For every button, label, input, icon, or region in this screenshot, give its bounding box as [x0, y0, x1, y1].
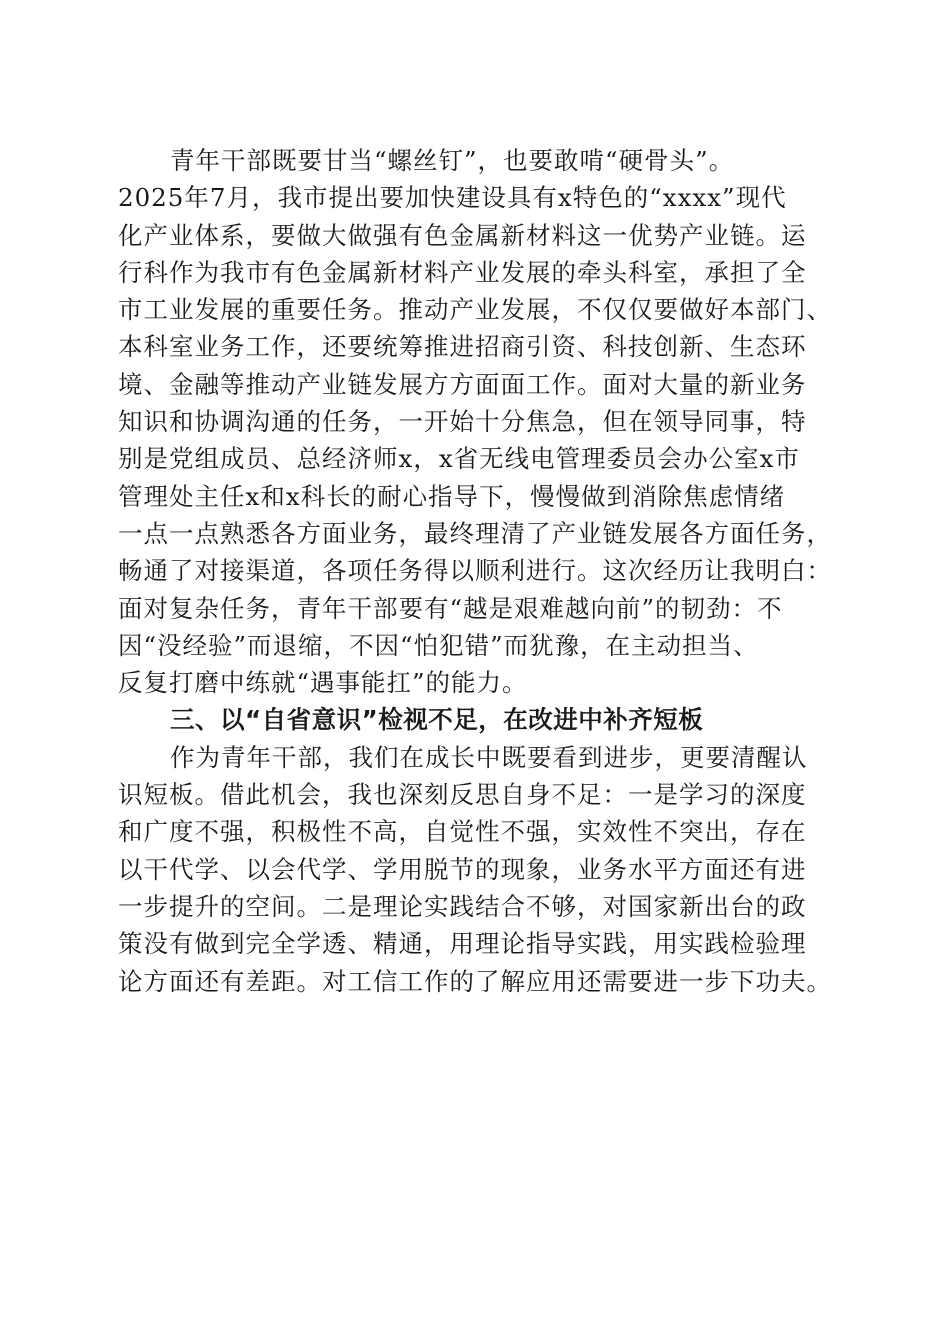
section-heading — [118, 701, 858, 738]
paragraph-youth-cadre-experience — [118, 142, 858, 701]
text-line: 管理处主任x和x科长的耐心指导下，慢慢做到消除焦虑情绪 — [118, 481, 786, 511]
text-line: 反复打磨中练就“遇事能扛”的能力。 — [118, 668, 528, 698]
text-line: 本科室业务工作，还要统筹推进招商引资、科技创新、生态环 — [118, 332, 807, 362]
text-line: 以干代学、以会代学、学用脱节的现象，业务水平方面还有进 — [118, 854, 807, 884]
text-line: 一点一点熟悉各方面业务，最终理清了产业链发展各方面任务， — [118, 518, 832, 548]
section-heading-text: 三、以“自省意识”检视不足，在改进中补齐短板 — [170, 705, 704, 735]
text-line: 一步提升的空间。二是理论实践结合不够，对国家新出台的政 — [118, 891, 807, 921]
text-line: 行科作为我市有色金属新材料产业发展的牵头科室，承担了全 — [118, 257, 807, 287]
text-line: 策没有做到完全学透、精通，用理论指导实践，用实践检验理 — [118, 929, 807, 959]
text-line: 识短板。借此机会，我也深刻反思自身不足：一是学习的深度 — [118, 780, 807, 810]
text-line: 青年干部既要甘当“螺丝钉”，也要敢啃“硬骨头”。 — [170, 146, 735, 175]
text-line: 畅通了对接渠道，各项任务得以顺利进行。这次经历让我明白： — [118, 556, 832, 586]
text-line: 市工业发展的重要任务。推动产业发展，不仅仅要做好本部门、 — [118, 295, 832, 325]
text-line: 面对复杂任务，青年干部要有“越是艰难越向前”的韧劲：不 — [118, 593, 783, 623]
text-line: 化产业体系，要做大做强有色金属新材料这一优势产业链。运 — [118, 220, 807, 250]
paragraph-self-reflection — [118, 739, 858, 1000]
text-line: 和广度不强，积极性不高，自觉性不强，实效性不突出，存在 — [118, 817, 807, 847]
text-line: 因“没经验”而退缩，不因“怕犯错”而犹豫，在主动担当、 — [118, 630, 759, 660]
text-line: 境、金融等推动产业链发展方方面面工作。面对大量的新业务 — [118, 369, 807, 399]
text-line: 作为青年干部，我们在成长中既要看到进步，更要清醒认 — [170, 742, 808, 772]
text-line: 2025年7月，我市提出要加快建设具有x特色的“xxxx”现代 — [118, 183, 787, 213]
text-line: 论方面还有差距。对工信工作的了解应用还需要进一步下功夫。 — [118, 966, 832, 996]
text-line: 别是党组成员、总经济师x，x省无线电管理委员会办公室x市 — [118, 444, 800, 474]
document-body — [118, 142, 858, 1000]
text-line: 知识和协调沟通的任务，一开始十分焦急，但在领导同事，特 — [118, 407, 807, 437]
